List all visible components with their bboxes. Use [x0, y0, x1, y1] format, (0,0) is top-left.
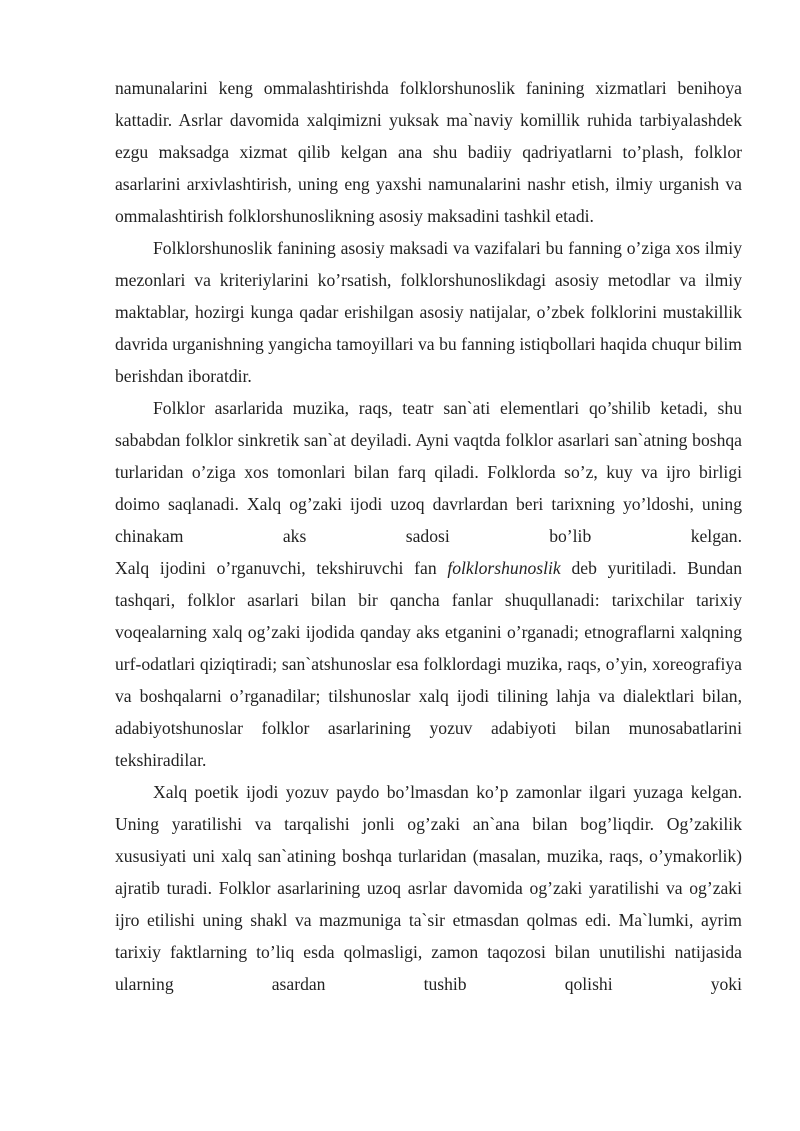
paragraph-3b-lead: Xalq ijodini o’rganuvchi, tekshiruvchi fan: [115, 558, 448, 578]
paragraph-3b: [115, 552, 742, 776]
italic-term: folklorshunoslik: [447, 558, 561, 578]
document-page: [115, 72, 742, 1000]
paragraph-3b-rest: deb yuritiladi. Bundan tashqari, folklor asarlari bilan bir qancha fanlar shuqullanadi: tarixchilar tarixiy voqealarning xalq og’zaki ijodida qanday aks etganini o’rganadi; etnograflarni xalqning urf-odatlari qiziqtiradi; san`atshunoslar esa folklordagi muzika, raqs, o’yin, xoreografiya va boshqalarni o’rganadilar; tilshunoslar xalq ijodi tilining lahja va dialektlari bilan, adabiyotshunoslar folklor asarlarining yozuv adabiyoti bilan munosabatlarini tekshiradilar.: [115, 558, 742, 770]
paragraph-1: namunalarini keng ommalashtirishda folklorshunoslik fanining xizmatlari benihoya kattadir. Asrlar davomida xalqimizni yuksak ma`naviy komillik ruhida tarbiyalashdek ezgu maksadga xizmat qilib kelgan ana shu badiiy qadriyatlarni to’plash, folklor asarlarini arxivlashtirish, uning eng yaxshi namunalarini nashr etish, ilmiy urganish va ommalashtirish folklorshunoslikning asosiy maksadini tashkil etadi.: [115, 78, 742, 226]
paragraph-4: Xalq poetik ijodi yozuv paydo bo’lmasdan ko’p zamonlar ilgari yuzaga kelgan. Uning yaratilishi va tarqalishi jonli og’zaki an`ana bilan bog’liqdir. Og’zakilik xususiyati uni xalq san`atining boshqa turlaridan (masalan, muzika, raqs, o’ymakorlik) ajratib turadi. Folklor asarlarining uzoq asrlar davomida og’zaki yaratilishi va og’zaki ijro etilishi uning shakl va mazmuniga ta`sir etmasdan qolmas edi. Ma`lumki, ayrim tarixiy faktlarning to’liq esda qolmasligi, zamon taqozosi bilan unutilishi natijasida ularning asardan tushib qolishi yoki: [115, 782, 742, 994]
paragraph-2: Folklorshunoslik fanining asosiy maksadi va vazifalari bu fanning o’ziga xos ilmiy mezonlari va kriteriylarini ko’rsatish, folklorshunoslikdagi asosiy metodlar va ilmiy maktablar, hozirgi kunga qadar erishilgan asosiy natijalar, o’zbek folklorini mustakillik davrida urganishning yangicha tamoyillari va bu fanning istiqbollari haqida chuqur bilim berishdan iboratdir.: [115, 238, 742, 386]
paragraph-3a: Folklor asarlarida muzika, raqs, teatr san`ati elementlari qo’shilib ketadi, shu sababdan folklor sinkretik san`at deyiladi. Ayni vaqtda folklor asarlari san`atning boshqa turlaridan o’ziga xos tomonlari bilan farq qiladi. Folklorda so’z, kuy va ijro birligi doimo saqlanadi. Xalq og’zaki ijodi uzoq davrlardan beri tarixning yo’ldoshi, uning chinakam aks sadosi bo’lib kelgan.: [115, 398, 742, 546]
